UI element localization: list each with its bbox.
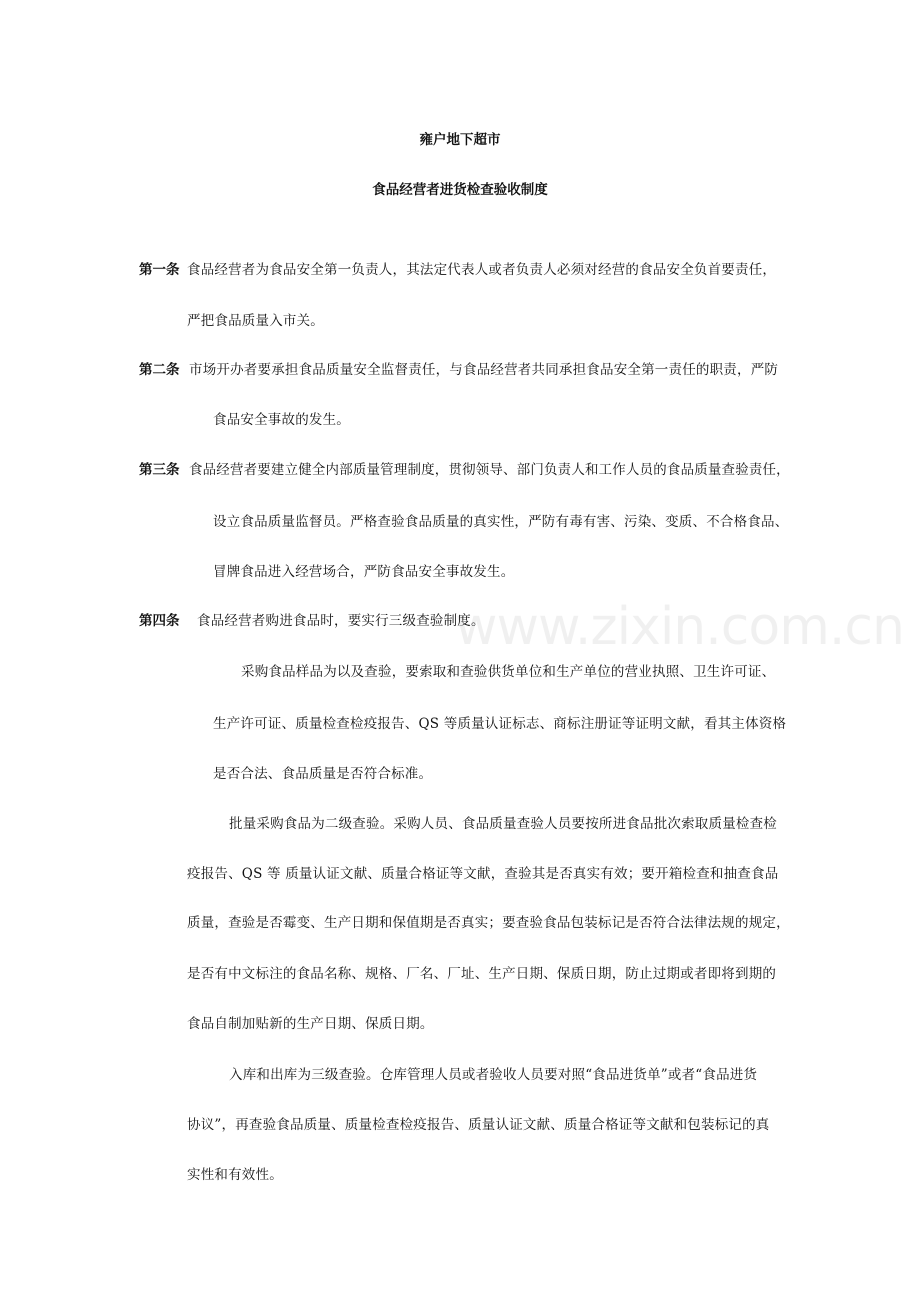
- paragraph-line: 食品自制加贴新的生产日期、保质日期。: [187, 1016, 434, 1032]
- article-label: 第二条: [139, 362, 180, 378]
- paragraph-line: 协议”，再查验食品质量、质量检查检疫报告、质量认证文献、质量合格证等文献和包装标记的真: [187, 1117, 770, 1133]
- article-line: 食品经营者要建立健全内部质量管理制度，贯彻领导、部门负责人和工作人员的食品质量查验责任，: [189, 462, 790, 478]
- article-label: 第四条: [139, 613, 180, 629]
- paragraph-line: 是否有中文标注的食品名称、规格、厂名、厂址、生产日期、保质日期，防止过期或者即将到期的: [187, 966, 777, 982]
- paragraph-line: 采购食品样品为以及查验，要索取和查验供货单位和生产单位的营业执照、卫生许可证、: [241, 664, 776, 680]
- paragraph-line: 质量，查验是否霉变、生产日期和保值期是否真实；要查验食品包装标记是否符合法律法规的规定，: [187, 915, 790, 931]
- paragraph-line: 生产许可证、质量检查检疫报告、QS 等质量认证标志、商标注册证等证明文献，看其主体资格: [213, 716, 787, 732]
- paragraph-line: 疫报告、QS 等 质量认证文献、质量合格证等文献，查验其是否真实有效；要开箱检查和抽查食品: [187, 866, 779, 882]
- article-line: 冒牌食品进入经营场合，严防食品安全事故发生。: [213, 564, 515, 580]
- article-line: 食品经营者为食品安全第一负责人，其法定代表人或者负责人必须对经营的食品安全负首要责任，: [187, 262, 777, 278]
- article-line: 食品安全事故的发生。: [213, 412, 350, 428]
- article-line: 严把食品质量入市关。: [187, 313, 324, 329]
- document-title: 雍户地下超市: [419, 132, 501, 148]
- article-line: 设立食品质量监督员。严格查验食品质量的真实性，严防有毒有害、污染、变质、不合格食品、: [213, 514, 789, 530]
- watermark: www.zixin.com.cn: [455, 597, 904, 657]
- article-line: 市场开办者要承担食品质量安全监督责任，与食品经营者共同承担食品安全第一责任的职责，严防: [189, 362, 779, 378]
- paragraph-line: 是否合法、食品质量是否符合标准。: [213, 766, 433, 782]
- document-subtitle: 食品经营者进货检查验收制度: [372, 182, 548, 198]
- paragraph-line: 批量采购食品为二级查验。采购人员、食品质量查验人员要按所进食品批次索取质量检查检: [229, 816, 777, 832]
- article-label: 第一条: [139, 262, 180, 278]
- article-line: 食品经营者购进食品时，要实行三级查验制度。: [197, 613, 485, 629]
- paragraph-line: 入库和出库为三级查验。仓库管理人员或者验收人员要对照“食品进货单”或者“食品进货: [229, 1067, 758, 1083]
- paragraph-line: 实性和有效性。: [187, 1167, 283, 1183]
- article-label: 第三条: [139, 462, 180, 478]
